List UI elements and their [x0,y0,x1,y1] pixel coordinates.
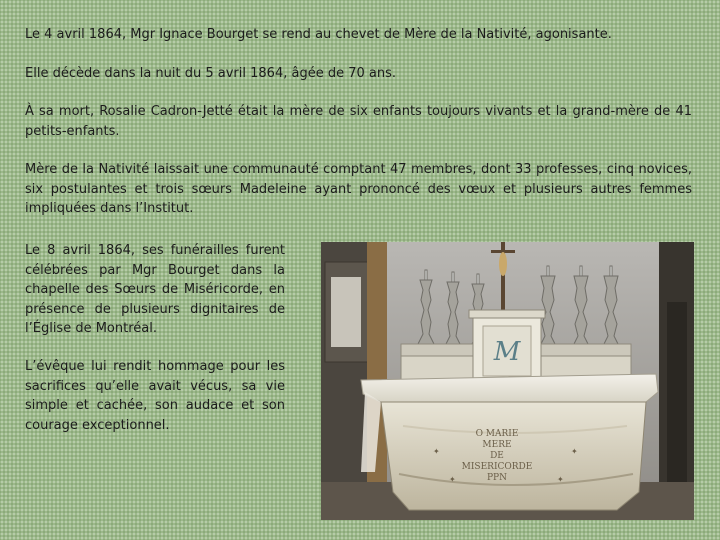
altar-body [381,402,646,510]
svg-text:✦: ✦ [449,475,456,484]
paragraph-funeral: Le 8 avril 1864, ses funérailles furent célébrées par Mgr Bourget dans la chapelle des Sœurs de Miséricorde, en présence de plusieurs dignitaires de l’Église de Montréal. [25,243,285,336]
paragraph-tribute: L’évêque lui rendit hommage pour les sacrifices qu’elle avait vécus, sa vie simple et cachée, son audace et son courage exceptionnel. [25,359,285,433]
svg-text:✦: ✦ [557,475,564,484]
svg-text:✦: ✦ [571,447,578,456]
inscription-line: MISERICORDE [461,462,533,472]
inscription-line: PPN [487,473,507,483]
paragraph-death-date: Elle décède dans la nuit du 5 avril 1864, âgée de 70 ans. [25,66,396,81]
tabernacle [469,310,545,384]
altar-illustration [321,242,694,520]
inscription-line: DE [490,451,504,461]
altar-photo [321,242,694,520]
paragraph-community: Mère de la Nativité laissait une communauté comptant 47 membres, dont 33 professes, cinq novices, six postulantes et trois sœurs Madeleine ayant prononcé des vœux et plusieurs autres femmes impliquées dans l’Institut. [25,162,692,216]
inscription-line: O MARIE [475,429,519,439]
svg-text:✦: ✦ [433,447,440,456]
inscription-line: MERE [482,440,512,450]
paragraph-bedside-visit: Le 4 avril 1864, Mgr Ignace Bourget se rend au chevet de Mère de la Nativité, agonisante. [25,27,612,42]
marian-monogram: M [493,337,521,367]
paragraph-family: À sa mort, Rosalie Cadron-Jetté était la mère de six enfants toujours vivants et la grand-mère de 41 petits-enfants. [25,104,692,139]
